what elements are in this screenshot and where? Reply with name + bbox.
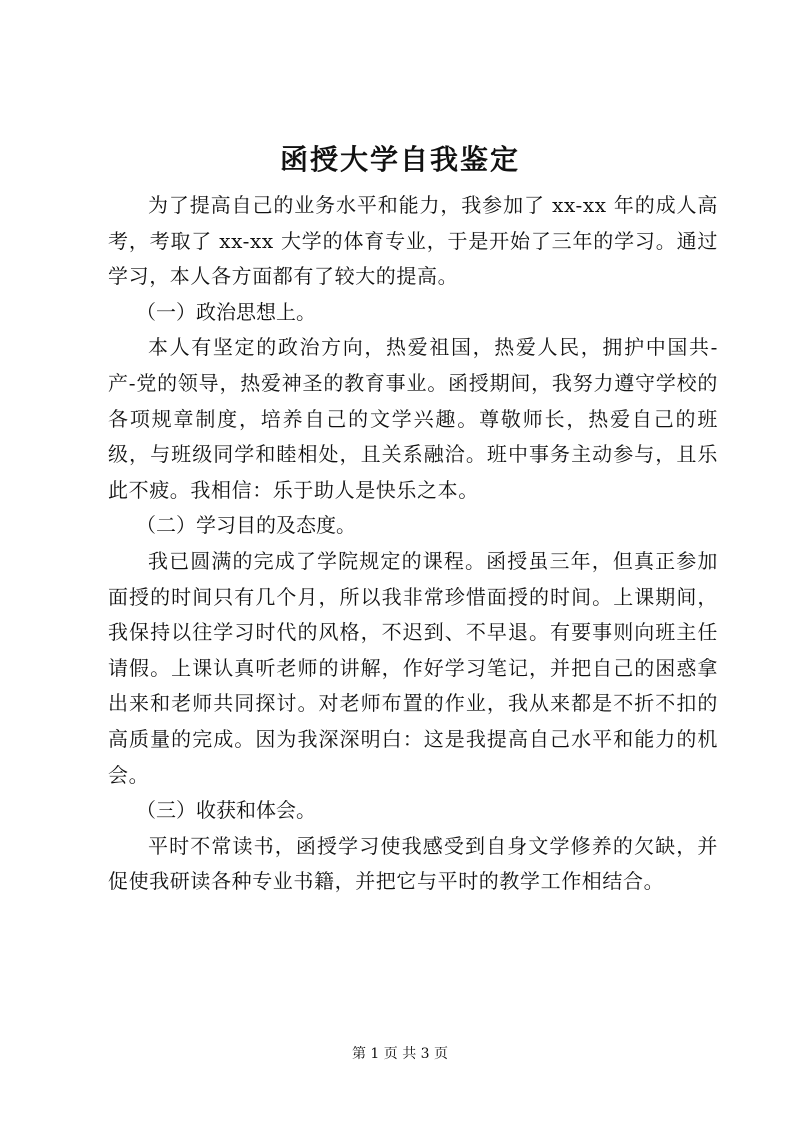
section-heading-study: （二）学习目的及态度。	[136, 513, 356, 538]
gains-paragraph: 平时不常读书，函授学习使我感受到自身文学修养的欠缺，并促使我研读各种专业书籍，并把它与平时的教学工作相结合。	[108, 833, 718, 894]
study-paragraph: 我已圆满的完成了学院规定的课程。函授虽三年，但真正参加面授的时间只有几个月，所以我非常珍惜面授的时间。上课期间，我保持以往学习时代的风格，不迟到、不早退。有要事则向班主任请假。上课认真听老师的讲解，作好学习笔记，并把自己的困惑拿出来和老师共同探讨。对老师布置的作业，我从来都是不折不扣的高质量的完成。因为我深深明白：这是我提高自己水平和能力的机会。	[108, 548, 718, 787]
intro-paragraph: 为了提高自己的业务水平和能力，我参加了 xx-xx 年的成人高考，考取了 xx-xx 大学的体育专业，于是开始了三年的学习。通过学习，本人各方面都有了较大的提高。	[108, 193, 718, 289]
section-heading-politics: （一）政治思想上。	[136, 299, 316, 324]
document-title: 函授大学自我鉴定	[279, 143, 520, 176]
document-body	[108, 188, 718, 900]
page-number-footer: 第 1 页 共 3 页	[351, 1046, 449, 1062]
section-heading-gains: （三）收获和体会。	[136, 798, 316, 823]
politics-paragraph: 本人有坚定的政治方向，热爱祖国，热爱人民，拥护中国共-产-党的领导，热爱神圣的教育事业。函授期间，我努力遵守学校的各项规章制度，培养自己的文学兴趣。尊敬师长，热爱自己的班级，与班级同学和睦相处，且关系融洽。班中事务主动参与，且乐此不疲。我相信：乐于助人是快乐之本。	[108, 335, 718, 502]
